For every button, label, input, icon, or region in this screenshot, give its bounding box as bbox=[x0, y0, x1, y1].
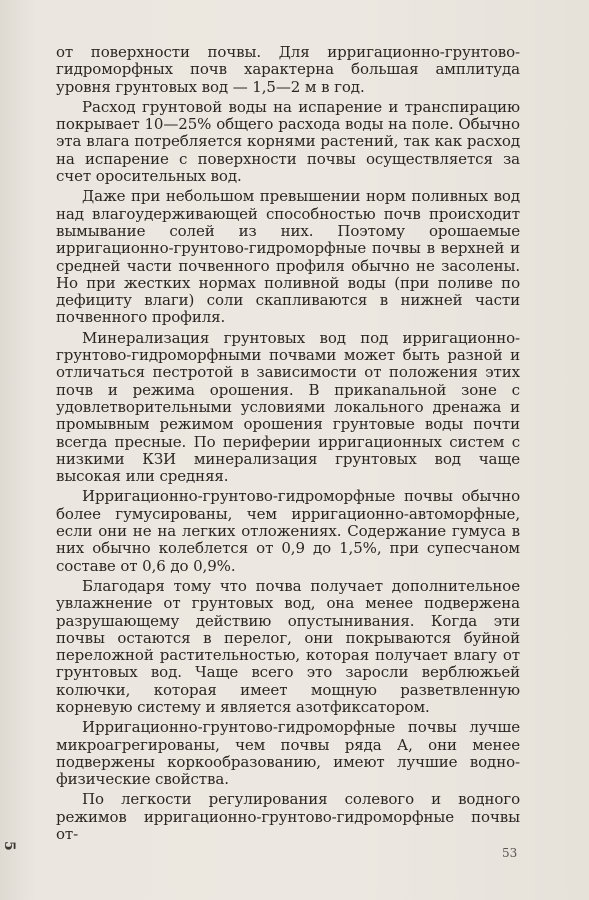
paragraph-6: Благодаря тому что почва получает дополнительное увлажнение от грунтовых вод, она менее подвержена разрушающему действию опустынивания. Когда эти почвы остаются в перелог, они покрываются буйной переложной растительностью, которая получает влагу от грунтовых вод. Чаще всего это заросли верблюжьей колючки, которая имеет мощную разветвленную корневую систему и является азотфиксатором. bbox=[56, 576, 520, 716]
paragraph-4: Минерализация грунтовых вод под ирригационно-грунтово-гидроморфными почвами может быть разной и отличаться пестротой в зависимости от положения этих почв и режима орошения. В прикanальной зоне с удовлетворительными условиями локального дренажа и промывным режимом орошения грунтовые воды почти всегда пресные. По периферии ирригационных систем с низкими КЗИ минерализация грунтовых вод чаще высокая или средняя. bbox=[56, 328, 520, 486]
paragraph-3: Даже при небольшом превышении норм поливных вод над влагоудерживающей способностью почв происходит вымывание солей из них. Поэтому орошаемые ирригационно-грунтово-гидроморфные почвы в верхней и средней части почвенного профиля обычно не засолены. Но при жестких нормах поливной воды (при поливе по дефициту влаги) соли скапливаются в нижней части почвенного профиля. bbox=[56, 187, 520, 327]
paragraph-1: от поверхности почвы. Для ирригационно-грунтово-гидроморфных почв характерна большая амплитуда уровня грунтовых вод — 1,5—2 м в год. bbox=[56, 43, 520, 96]
paragraph-2: Расход грунтовой воды на испарение и транспирацию покрывает 10—25% общего расхода воды на поле. Обычно эта влага потребляется корнями растений, так как расход на испарение с поверхности почвы осуществляется за счет оросительных вод. bbox=[56, 97, 520, 186]
paragraph-7: Ирригационно-грунтово-гидроморфные почвы лучше микроагрегированы, чем почвы ряда А, они менее подвержены коркообразованию, имеют лучшие водно-физические свойства. bbox=[56, 718, 520, 789]
body-text bbox=[56, 44, 520, 843]
paragraph-5: Ирригационно-грунтово-гидроморфные почвы обычно более гумусированы, чем ирригационно-автоморфные, если они не на легких отложениях. Содержание гумуса в них обычно колеблется от 0,9 до 1,5%, при супесчаном составе от 0,6 до 0,9%. bbox=[56, 487, 520, 575]
page-number: 53 bbox=[502, 846, 518, 860]
edge-mark: 5 bbox=[1, 841, 17, 851]
paragraph-8: По легкости регулирования солевого и водного режимов ирригационно-грунтово-гидроморфные почвы от- bbox=[56, 790, 520, 844]
